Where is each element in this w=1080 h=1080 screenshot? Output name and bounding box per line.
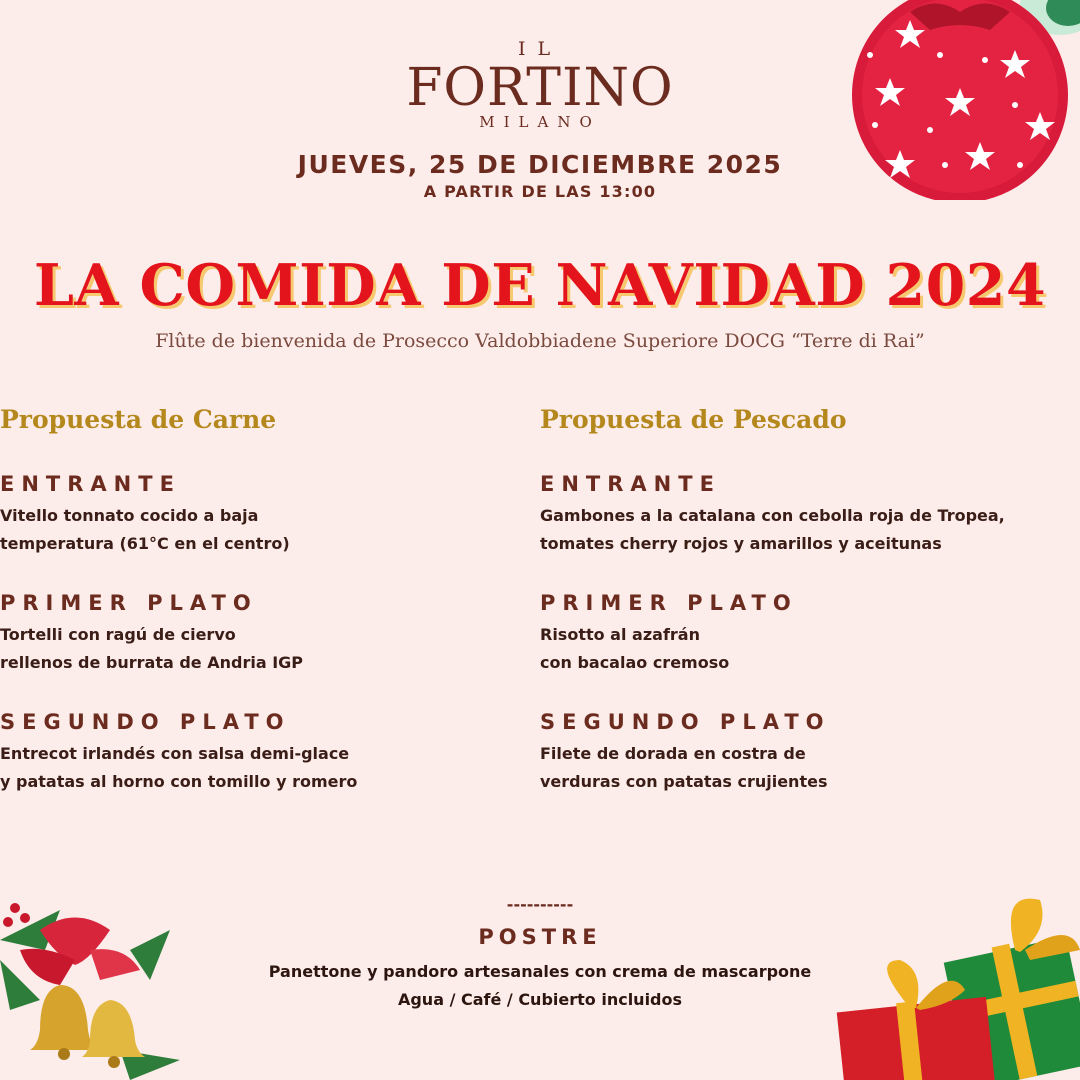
event-date: JUEVES, 25 DE DICIEMBRE 2025 <box>297 150 783 179</box>
logo-name: FORTINO <box>406 58 674 118</box>
course-label: SEGUNDO PLATO <box>0 710 291 734</box>
course-line: rellenos de burrata de Andria IGP <box>0 653 304 672</box>
course-line: Gambones a la catalana con cebolla roja de Tropea, <box>540 506 1005 525</box>
course-label: ENTRANTE <box>540 472 721 496</box>
menu-heading: Propuesta de Carne <box>0 405 277 434</box>
course-line: Vitello tonnato cocido a baja <box>0 506 259 525</box>
course-line: Risotto al azafrán <box>540 625 700 644</box>
course-label: PRIMER PLATO <box>0 591 258 615</box>
dessert-line: Panettone y pandoro artesanales con crema de mascarpone <box>268 962 812 981</box>
course-label: PRIMER PLATO <box>540 591 798 615</box>
course-label: ENTRANTE <box>0 472 181 496</box>
course-line: Filete de dorada en costra de <box>540 744 806 763</box>
welcome-drink: Flûte de bienvenida de Prosecco Valdobbiadene Superiore DOCG “Terre di Rai” <box>155 330 925 352</box>
course-line: con bacalao cremoso <box>540 653 730 672</box>
logo-city: MILANO <box>479 113 601 131</box>
course-label: SEGUNDO PLATO <box>540 710 831 734</box>
event-time: A PARTIR DE LAS 13:00 <box>423 182 657 201</box>
course-line: y patatas al horno con tomillo y romero <box>0 772 358 791</box>
course-line: temperatura (61°C en el centro) <box>0 534 290 553</box>
course-line: tomates cherry rojos y amarillos y aceitunas <box>540 534 942 553</box>
menu-heading: Propuesta de Pescado <box>540 405 847 434</box>
logo-prefix: IL <box>517 38 563 60</box>
dessert-label: POSTRE <box>478 925 602 949</box>
event-title: LA COMIDA DE NAVIDAD 2024 <box>33 252 1047 319</box>
course-line: Tortelli con ragú de ciervo <box>0 625 236 644</box>
course-line: Entrecot irlandés con salsa demi-glace <box>0 744 350 763</box>
dessert-divider: ---------- <box>506 895 574 914</box>
dessert-line: Agua / Café / Cubierto incluidos <box>397 990 683 1009</box>
course-line: verduras con patatas crujientes <box>540 772 828 791</box>
